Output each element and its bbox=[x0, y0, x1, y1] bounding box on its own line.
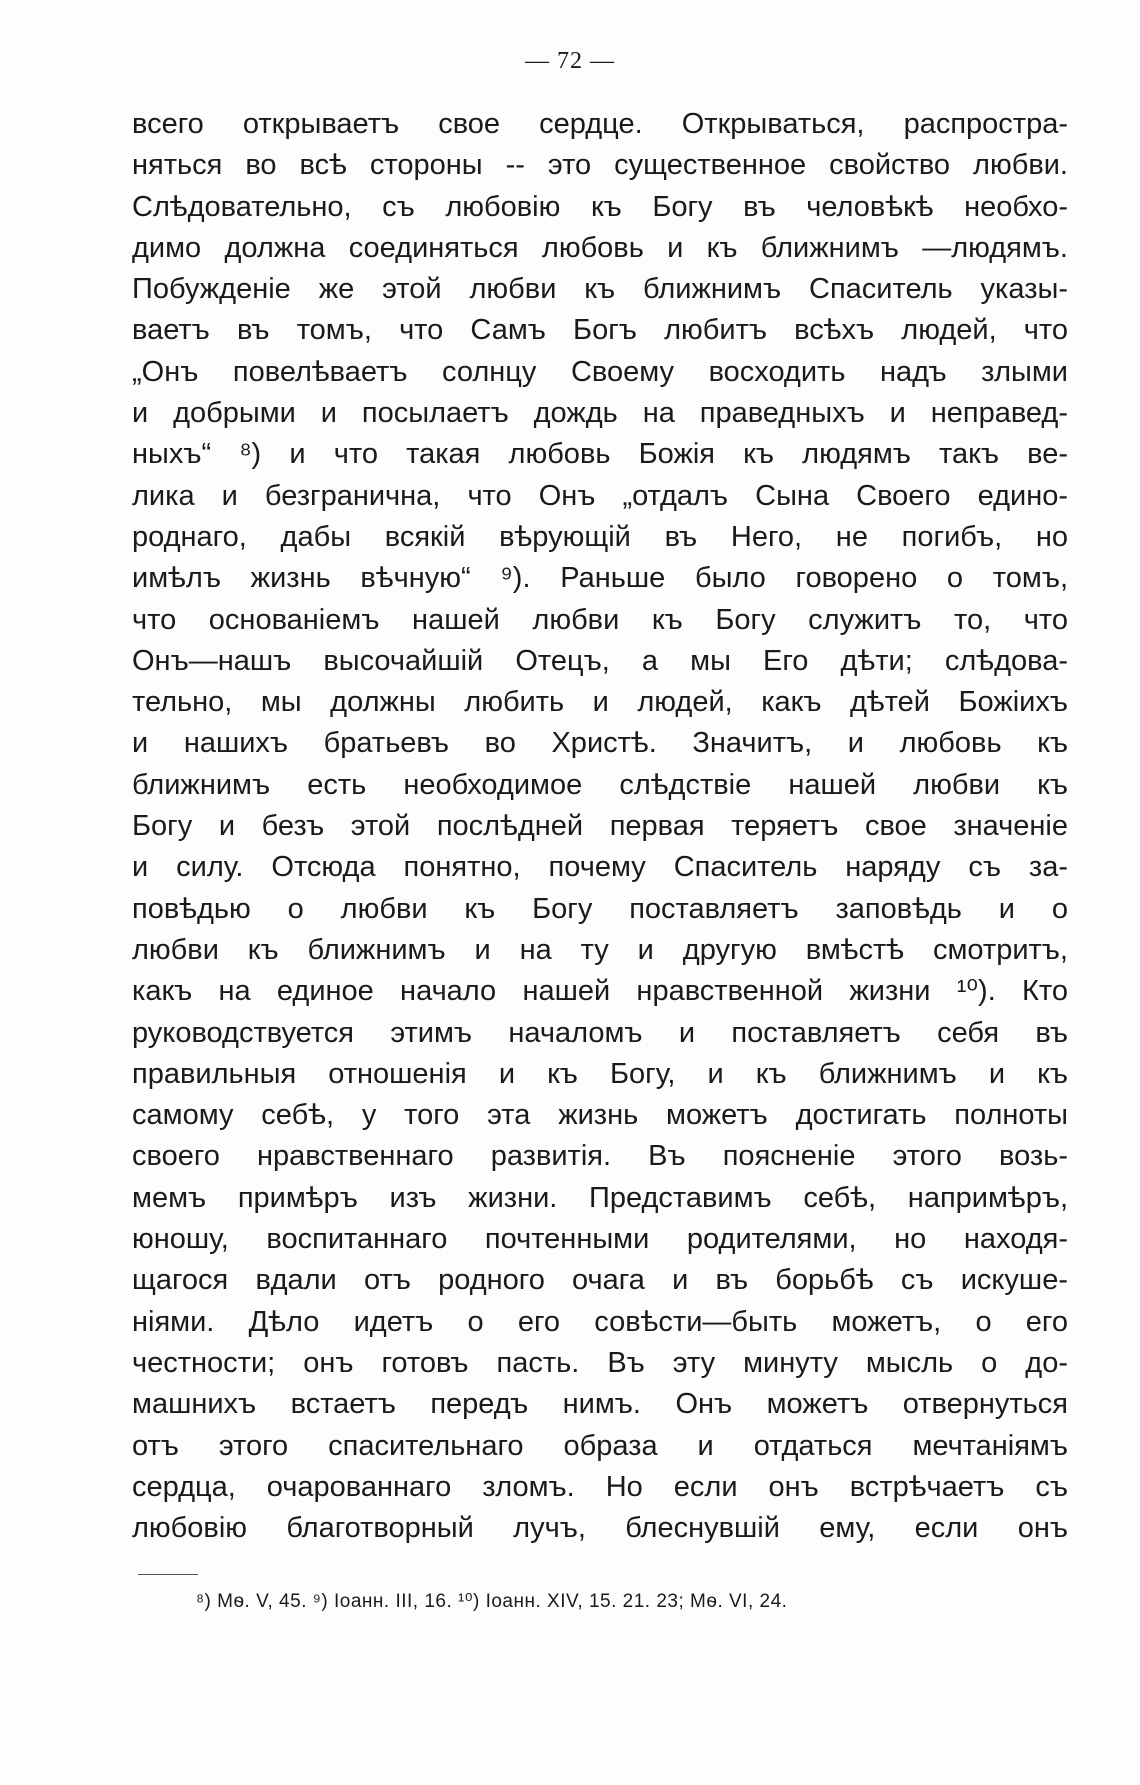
text-line: Богу и безъ этой послѣдней первая теряетъ свое значеніе bbox=[132, 810, 1068, 843]
footnote-divider bbox=[138, 1574, 198, 1575]
text-line: щагося вдали отъ родного очага и въ борьбѣ съ искуше- bbox=[132, 1264, 1068, 1297]
text-line: Онъ—нашъ высочайшій Отецъ, а мы Его дѣти; слѣдова- bbox=[132, 644, 1068, 677]
text-line: какъ на единое начало нашей нравственной жизни ¹⁰). Кто bbox=[132, 975, 1068, 1008]
footnotes: ⁸) Мѳ. V, 45. ⁹) Іоанн. III, 16. ¹⁰) Іоанн. XIV, 15. 21. 23; Мѳ. VI, 24. bbox=[196, 1591, 788, 1612]
text-line: любовію благотворный лучъ, блеснувшій ему, если онъ bbox=[132, 1512, 1068, 1545]
text-line: честности; онъ готовъ пасть. Въ эту минуту мысль о до- bbox=[132, 1346, 1068, 1379]
text-line: всего открываетъ свое сердце. Открываться, распростра- bbox=[132, 108, 1068, 140]
text-line: юношу, воспитаннаго почтенными родителями, но находя- bbox=[132, 1223, 1068, 1256]
text-line: сердца, очарованнаго зломъ. Но если онъ встрѣчаетъ съ bbox=[132, 1470, 1068, 1503]
body-text bbox=[132, 104, 1068, 1549]
text-line: Слѣдовательно, съ любовію къ Богу въ человѣкѣ необхо- bbox=[132, 190, 1068, 223]
text-line: ніями. Дѣло идетъ о его совѣсти—быть можетъ, о его bbox=[132, 1305, 1068, 1338]
text-line: самому себѣ, у того эта жизнь можетъ достигать полноты bbox=[132, 1099, 1068, 1132]
text-line: лика и безгранична, что Онъ „отдалъ Сына Своего едино- bbox=[132, 479, 1068, 512]
text-line: ныхъ“ ⁸) и что такая любовь Божія къ людямъ такъ ве- bbox=[132, 438, 1068, 471]
text-line: машнихъ встаетъ передъ нимъ. Онъ можетъ отвернуться bbox=[132, 1388, 1068, 1421]
text-line: „Онъ повелѣваетъ солнцу Своему восходить надъ злыми bbox=[132, 355, 1068, 388]
text-line: и силу. Отсюда понятно, почему Спаситель наряду съ за- bbox=[132, 851, 1068, 884]
text-line: роднаго, дабы всякій вѣрующій въ Него, не погибъ, но bbox=[132, 520, 1068, 553]
text-line: ближнимъ есть необходимое слѣдствіе нашей любви къ bbox=[132, 768, 1068, 801]
page-number: — 72 — bbox=[525, 48, 615, 74]
text-line: и добрыми и посылаетъ дождь на праведныхъ и неправед- bbox=[132, 397, 1068, 430]
text-line: руководствуется этимъ началомъ и поставляетъ себя въ bbox=[132, 1016, 1068, 1049]
text-line: отъ этого спасительнаго образа и отдаться мечтаніямъ bbox=[132, 1429, 1068, 1462]
text-line: ваетъ въ томъ, что Самъ Богъ любитъ всѣхъ людей, что bbox=[132, 314, 1068, 347]
text-line: повѣдью о любви къ Богу поставляетъ заповѣдь и о bbox=[132, 892, 1068, 925]
text-line: любви къ ближнимъ и на ту и другую вмѣстѣ смотритъ, bbox=[132, 933, 1068, 966]
text-line: Побужденіе же этой любви къ ближнимъ Спаситель указы- bbox=[132, 273, 1068, 306]
text-line: димо должна соединяться любовь и къ ближнимъ —людямъ. bbox=[132, 231, 1068, 264]
text-line: мемъ примѣръ изъ жизни. Представимъ себѣ, напримѣръ, bbox=[132, 1181, 1068, 1214]
text-line: имѣлъ жизнь вѣчную“ ⁹). Раньше было говорено о томъ, bbox=[132, 562, 1068, 595]
text-line: тельно, мы должны любить и людей, какъ дѣтей Божіихъ bbox=[132, 686, 1068, 719]
text-line: няться во всѣ стороны -- это существенное свойство любви. bbox=[132, 149, 1068, 182]
text-line: и нашихъ братьевъ во Христѣ. Значитъ, и любовь къ bbox=[132, 727, 1068, 760]
text-line: своего нравственнаго развитія. Въ поясненіе этого возь- bbox=[132, 1140, 1068, 1173]
text-line: что основаніемъ нашей любви къ Богу служитъ то, что bbox=[132, 603, 1068, 636]
text-line: правильныя отношенія и къ Богу, и къ ближнимъ и къ bbox=[132, 1057, 1068, 1090]
